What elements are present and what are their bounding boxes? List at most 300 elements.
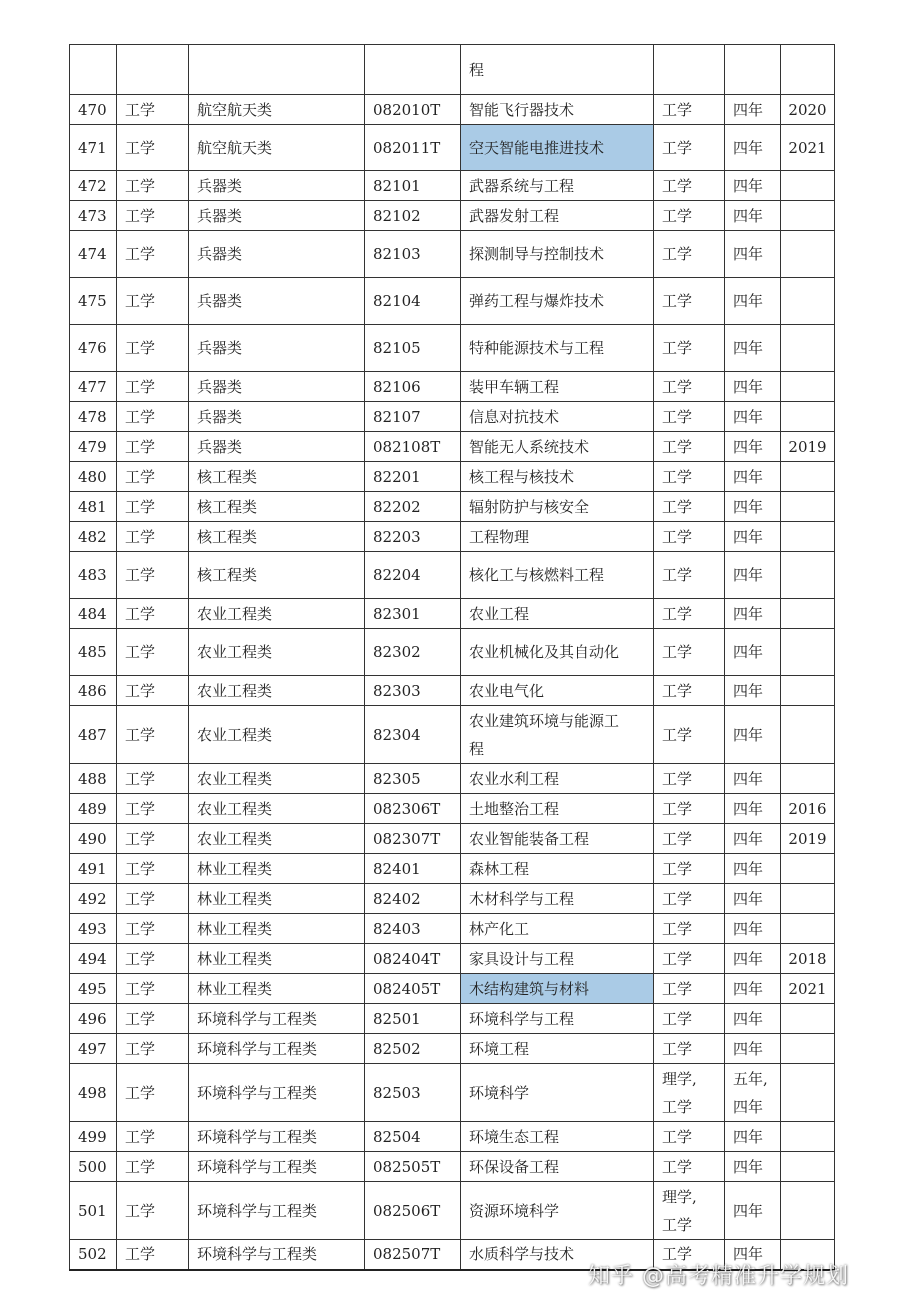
study-duration: 五年, 四年 (725, 1064, 781, 1122)
row-number: 480 (70, 462, 117, 492)
year-added: 2020 (781, 95, 835, 125)
major-name: 装甲车辆工程 (461, 372, 654, 402)
major-class: 兵器类 (189, 402, 365, 432)
discipline-category: 工学 (117, 95, 189, 125)
major-name: 程 (461, 45, 654, 95)
study-duration (725, 45, 781, 95)
degree-type: 工学 (654, 706, 725, 764)
degree-type: 工学 (654, 794, 725, 824)
year-added (781, 1034, 835, 1064)
row-number: 470 (70, 95, 117, 125)
degree-type: 工学 (654, 171, 725, 201)
table-row (70, 45, 835, 95)
major-class: 环境科学与工程类 (189, 1152, 365, 1182)
row-number: 483 (70, 552, 117, 599)
major-class: 核工程类 (189, 462, 365, 492)
study-duration: 四年 (725, 854, 781, 884)
year-added (781, 629, 835, 676)
major-class: 农业工程类 (189, 824, 365, 854)
row-number: 499 (70, 1122, 117, 1152)
major-name: 环境工程 (461, 1034, 654, 1064)
major-class: 农业工程类 (189, 794, 365, 824)
major-class: 环境科学与工程类 (189, 1034, 365, 1064)
table-row (70, 278, 835, 325)
major-name: 特种能源技术与工程 (461, 325, 654, 372)
major-class: 兵器类 (189, 278, 365, 325)
major-name: 家具设计与工程 (461, 944, 654, 974)
major-code: 082506T (365, 1182, 461, 1240)
table-row (70, 552, 835, 599)
degree-type: 工学 (654, 1004, 725, 1034)
discipline-category: 工学 (117, 824, 189, 854)
major-code: 82303 (365, 676, 461, 706)
table-row (70, 1152, 835, 1182)
table-row (70, 629, 835, 676)
year-added (781, 884, 835, 914)
row-number: 487 (70, 706, 117, 764)
major-class: 环境科学与工程类 (189, 1004, 365, 1034)
major-code: 082011T (365, 125, 461, 171)
major-code: 82106 (365, 372, 461, 402)
major-code: 082010T (365, 95, 461, 125)
table-row (70, 1004, 835, 1034)
major-code: 82402 (365, 884, 461, 914)
table-row (70, 201, 835, 231)
row-number: 478 (70, 402, 117, 432)
discipline-category: 工学 (117, 974, 189, 1004)
major-code: 82202 (365, 492, 461, 522)
table-row (70, 706, 835, 764)
discipline-category: 工学 (117, 914, 189, 944)
degree-type (654, 45, 725, 95)
study-duration: 四年 (725, 278, 781, 325)
row-number: 475 (70, 278, 117, 325)
major-class: 农业工程类 (189, 764, 365, 794)
discipline-category: 工学 (117, 1034, 189, 1064)
major-name: 辐射防护与核安全 (461, 492, 654, 522)
degree-type: 工学 (654, 599, 725, 629)
study-duration: 四年 (725, 1122, 781, 1152)
major-code: 82104 (365, 278, 461, 325)
major-name: 核工程与核技术 (461, 462, 654, 492)
major-code: 82101 (365, 171, 461, 201)
row-number: 494 (70, 944, 117, 974)
major-code: 82403 (365, 914, 461, 944)
year-added: 2021 (781, 974, 835, 1004)
discipline-category: 工学 (117, 676, 189, 706)
watermark-text: 知乎 @高考精准升学规划 (588, 1264, 849, 1289)
row-number: 485 (70, 629, 117, 676)
table-row (70, 492, 835, 522)
year-added (781, 45, 835, 95)
degree-type: 工学 (654, 278, 725, 325)
major-class: 核工程类 (189, 552, 365, 599)
discipline-category: 工学 (117, 599, 189, 629)
major-class: 林业工程类 (189, 944, 365, 974)
major-code: 082108T (365, 432, 461, 462)
major-class: 兵器类 (189, 325, 365, 372)
major-name: 武器系统与工程 (461, 171, 654, 201)
year-added (781, 278, 835, 325)
row-number: 488 (70, 764, 117, 794)
discipline-category: 工学 (117, 794, 189, 824)
study-duration: 四年 (725, 764, 781, 794)
year-added (781, 522, 835, 552)
year-added (781, 1152, 835, 1182)
table-row (70, 1034, 835, 1064)
major-class: 兵器类 (189, 231, 365, 278)
discipline-category: 工学 (117, 231, 189, 278)
discipline-category (117, 45, 189, 95)
study-duration: 四年 (725, 1152, 781, 1182)
major-class: 环境科学与工程类 (189, 1064, 365, 1122)
study-duration: 四年 (725, 95, 781, 125)
year-added (781, 676, 835, 706)
year-added (781, 1004, 835, 1034)
study-duration: 四年 (725, 599, 781, 629)
major-name: 农业机械化及其自动化 (461, 629, 654, 676)
study-duration: 四年 (725, 522, 781, 552)
discipline-category: 工学 (117, 706, 189, 764)
table-row (70, 914, 835, 944)
degree-type: 工学 (654, 824, 725, 854)
discipline-category: 工学 (117, 629, 189, 676)
degree-type: 工学 (654, 462, 725, 492)
major-name: 木材科学与工程 (461, 884, 654, 914)
degree-type: 理学, 工学 (654, 1064, 725, 1122)
year-added (781, 372, 835, 402)
degree-type: 工学 (654, 764, 725, 794)
degree-type: 工学 (654, 402, 725, 432)
major-name: 水质科学与技术 (461, 1240, 654, 1270)
major-class: 兵器类 (189, 372, 365, 402)
major-code: 082307T (365, 824, 461, 854)
table-row (70, 95, 835, 125)
major-code: 82304 (365, 706, 461, 764)
table-row (70, 824, 835, 854)
row-number: 501 (70, 1182, 117, 1240)
majors-table (69, 44, 835, 1271)
major-class: 兵器类 (189, 201, 365, 231)
major-class: 环境科学与工程类 (189, 1122, 365, 1152)
study-duration: 四年 (725, 325, 781, 372)
major-name: 环保设备工程 (461, 1152, 654, 1182)
table-row (70, 1122, 835, 1152)
discipline-category: 工学 (117, 1064, 189, 1122)
row-number: 491 (70, 854, 117, 884)
major-class: 航空航天类 (189, 125, 365, 171)
major-name: 林产化工 (461, 914, 654, 944)
discipline-category: 工学 (117, 884, 189, 914)
row-number: 497 (70, 1034, 117, 1064)
major-name: 木结构建筑与材料 (461, 974, 654, 1004)
discipline-category: 工学 (117, 944, 189, 974)
row-number: 489 (70, 794, 117, 824)
major-class: 农业工程类 (189, 676, 365, 706)
study-duration: 四年 (725, 676, 781, 706)
major-code (365, 45, 461, 95)
major-class: 航空航天类 (189, 95, 365, 125)
row-number: 477 (70, 372, 117, 402)
year-added (781, 1182, 835, 1240)
study-duration: 四年 (725, 402, 781, 432)
year-added (781, 764, 835, 794)
major-code: 82302 (365, 629, 461, 676)
major-class: 兵器类 (189, 432, 365, 462)
major-code: 082404T (365, 944, 461, 974)
table-row (70, 676, 835, 706)
study-duration: 四年 (725, 171, 781, 201)
table-row (70, 402, 835, 432)
study-duration: 四年 (725, 1034, 781, 1064)
row-number: 481 (70, 492, 117, 522)
degree-type: 工学 (654, 676, 725, 706)
discipline-category: 工学 (117, 171, 189, 201)
year-added: 2021 (781, 125, 835, 171)
year-added (781, 552, 835, 599)
degree-type: 工学 (654, 372, 725, 402)
degree-type: 工学 (654, 1152, 725, 1182)
degree-type: 工学 (654, 231, 725, 278)
study-duration: 四年 (725, 914, 781, 944)
degree-type: 工学 (654, 95, 725, 125)
year-added (781, 462, 835, 492)
degree-type: 工学 (654, 944, 725, 974)
row-number: 486 (70, 676, 117, 706)
major-class: 环境科学与工程类 (189, 1240, 365, 1270)
table-row (70, 794, 835, 824)
degree-type: 工学 (654, 914, 725, 944)
major-code: 82501 (365, 1004, 461, 1034)
table-row (70, 462, 835, 492)
year-added (781, 706, 835, 764)
major-class: 林业工程类 (189, 854, 365, 884)
year-added: 2018 (781, 944, 835, 974)
study-duration: 四年 (725, 974, 781, 1004)
major-code: 82504 (365, 1122, 461, 1152)
degree-type: 工学 (654, 884, 725, 914)
study-duration: 四年 (725, 1182, 781, 1240)
year-added (781, 1064, 835, 1122)
year-added (781, 914, 835, 944)
degree-type: 工学 (654, 629, 725, 676)
study-duration: 四年 (725, 944, 781, 974)
study-duration: 四年 (725, 794, 781, 824)
major-class: 林业工程类 (189, 974, 365, 1004)
discipline-category: 工学 (117, 552, 189, 599)
study-duration: 四年 (725, 552, 781, 599)
row-number: 500 (70, 1152, 117, 1182)
major-name: 农业电气化 (461, 676, 654, 706)
row-number: 472 (70, 171, 117, 201)
major-code: 82503 (365, 1064, 461, 1122)
major-name: 资源环境科学 (461, 1182, 654, 1240)
row-number: 471 (70, 125, 117, 171)
study-duration: 四年 (725, 125, 781, 171)
major-code: 082306T (365, 794, 461, 824)
major-code: 82107 (365, 402, 461, 432)
table-row (70, 325, 835, 372)
degree-type: 工学 (654, 854, 725, 884)
major-class: 核工程类 (189, 522, 365, 552)
row-number: 490 (70, 824, 117, 854)
major-code: 82204 (365, 552, 461, 599)
year-added (781, 325, 835, 372)
discipline-category: 工学 (117, 1004, 189, 1034)
degree-type: 工学 (654, 552, 725, 599)
discipline-category: 工学 (117, 402, 189, 432)
major-class: 农业工程类 (189, 629, 365, 676)
study-duration: 四年 (725, 824, 781, 854)
discipline-category: 工学 (117, 522, 189, 552)
major-name: 农业建筑环境与能源工 程 (461, 706, 654, 764)
discipline-category: 工学 (117, 432, 189, 462)
major-name: 核化工与核燃料工程 (461, 552, 654, 599)
major-code: 082507T (365, 1240, 461, 1270)
discipline-category: 工学 (117, 462, 189, 492)
discipline-category: 工学 (117, 372, 189, 402)
discipline-category: 工学 (117, 854, 189, 884)
table-row (70, 854, 835, 884)
degree-type: 理学, 工学 (654, 1182, 725, 1240)
row-number: 495 (70, 974, 117, 1004)
study-duration: 四年 (725, 492, 781, 522)
major-name: 农业工程 (461, 599, 654, 629)
major-name: 土地整治工程 (461, 794, 654, 824)
major-class: 兵器类 (189, 171, 365, 201)
degree-type: 工学 (654, 974, 725, 1004)
discipline-category: 工学 (117, 125, 189, 171)
row-number: 502 (70, 1240, 117, 1270)
major-name: 空天智能电推进技术 (461, 125, 654, 171)
study-duration: 四年 (725, 462, 781, 492)
row-number: 484 (70, 599, 117, 629)
major-class: 林业工程类 (189, 914, 365, 944)
row-number: 492 (70, 884, 117, 914)
degree-type: 工学 (654, 125, 725, 171)
major-name: 环境生态工程 (461, 1122, 654, 1152)
table-row (70, 372, 835, 402)
year-added (781, 231, 835, 278)
degree-type: 工学 (654, 432, 725, 462)
row-number: 498 (70, 1064, 117, 1122)
table-row (70, 884, 835, 914)
year-added (781, 492, 835, 522)
table-row (70, 944, 835, 974)
major-code: 82201 (365, 462, 461, 492)
major-name: 环境科学 (461, 1064, 654, 1122)
major-name: 工程物理 (461, 522, 654, 552)
row-number: 474 (70, 231, 117, 278)
degree-type: 工学 (654, 1240, 725, 1270)
year-added (781, 1122, 835, 1152)
discipline-category: 工学 (117, 1240, 189, 1270)
major-code: 82102 (365, 201, 461, 231)
major-class: 环境科学与工程类 (189, 1182, 365, 1240)
major-class: 核工程类 (189, 492, 365, 522)
row-number (70, 45, 117, 95)
discipline-category: 工学 (117, 492, 189, 522)
discipline-category: 工学 (117, 201, 189, 231)
study-duration: 四年 (725, 201, 781, 231)
major-name: 环境科学与工程 (461, 1004, 654, 1034)
row-number: 473 (70, 201, 117, 231)
discipline-category: 工学 (117, 325, 189, 372)
major-name: 弹药工程与爆炸技术 (461, 278, 654, 325)
study-duration: 四年 (725, 884, 781, 914)
year-added (781, 402, 835, 432)
major-name: 信息对抗技术 (461, 402, 654, 432)
major-name: 森林工程 (461, 854, 654, 884)
degree-type: 工学 (654, 1034, 725, 1064)
year-added (781, 201, 835, 231)
study-duration: 四年 (725, 372, 781, 402)
table-row (70, 599, 835, 629)
degree-type: 工学 (654, 522, 725, 552)
year-added (781, 171, 835, 201)
row-number: 493 (70, 914, 117, 944)
row-number: 482 (70, 522, 117, 552)
major-name: 农业智能装备工程 (461, 824, 654, 854)
major-name: 农业水利工程 (461, 764, 654, 794)
major-code: 82203 (365, 522, 461, 552)
table-row (70, 125, 835, 171)
discipline-category: 工学 (117, 1182, 189, 1240)
table-row (70, 974, 835, 1004)
major-code: 82305 (365, 764, 461, 794)
table-row (70, 1064, 835, 1122)
degree-type: 工学 (654, 201, 725, 231)
row-number: 496 (70, 1004, 117, 1034)
discipline-category: 工学 (117, 1152, 189, 1182)
degree-type: 工学 (654, 325, 725, 372)
table-row (70, 231, 835, 278)
major-code: 82103 (365, 231, 461, 278)
study-duration: 四年 (725, 231, 781, 278)
table-row (70, 1182, 835, 1240)
major-code: 082505T (365, 1152, 461, 1182)
major-code: 082405T (365, 974, 461, 1004)
degree-type: 工学 (654, 1122, 725, 1152)
study-duration: 四年 (725, 1004, 781, 1034)
major-code: 82105 (365, 325, 461, 372)
year-added (781, 854, 835, 884)
table-row (70, 764, 835, 794)
year-added (781, 599, 835, 629)
study-duration: 四年 (725, 629, 781, 676)
year-added: 2019 (781, 432, 835, 462)
discipline-category: 工学 (117, 278, 189, 325)
degree-type: 工学 (654, 492, 725, 522)
year-added: 2019 (781, 824, 835, 854)
major-class: 农业工程类 (189, 599, 365, 629)
major-name: 智能无人系统技术 (461, 432, 654, 462)
table-body (70, 45, 835, 1270)
table-row (70, 171, 835, 201)
study-duration: 四年 (725, 706, 781, 764)
row-number: 479 (70, 432, 117, 462)
major-code: 82401 (365, 854, 461, 884)
table-row (70, 432, 835, 462)
row-number: 476 (70, 325, 117, 372)
discipline-category: 工学 (117, 1122, 189, 1152)
major-name: 智能飞行器技术 (461, 95, 654, 125)
major-code: 82301 (365, 599, 461, 629)
major-name: 武器发射工程 (461, 201, 654, 231)
study-duration: 四年 (725, 1240, 781, 1270)
major-name: 探测制导与控制技术 (461, 231, 654, 278)
major-class: 林业工程类 (189, 884, 365, 914)
